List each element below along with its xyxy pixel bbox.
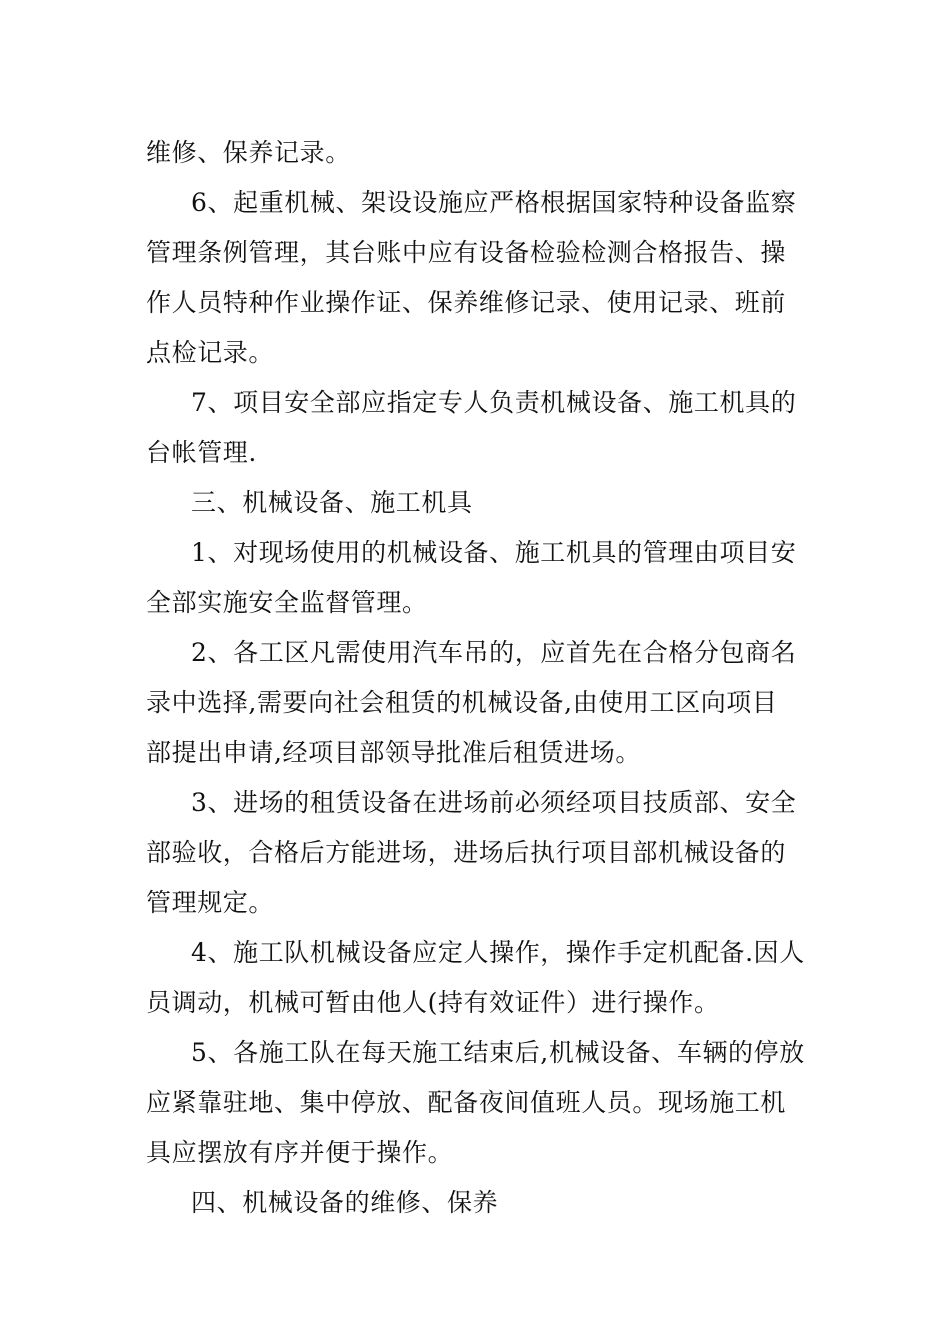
section-paragraph-start: 3、进场的租赁设备在进场前必须经项目技质部、安全 bbox=[191, 788, 797, 817]
text-line: 员调动，机械可暂由他人(持有效证件）进行操作。 bbox=[146, 988, 720, 1017]
section-paragraph-start: 7、项目安全部应指定专人负责机械设备、施工机具的 bbox=[191, 388, 797, 417]
section-paragraph-start: 5、各施工队在每天施工结束后,机械设备、车辆的停放 bbox=[191, 1038, 805, 1067]
section-heading: 三、机械设备、施工机具 bbox=[191, 488, 473, 517]
text-line: 部提出申请,经项目部领导批准后租赁进场。 bbox=[146, 738, 641, 767]
section-paragraph-start: 6、起重机械、架设设施应严格根据国家特种设备监察 bbox=[191, 188, 797, 217]
text-line: 管理规定。 bbox=[146, 888, 275, 917]
text-line: 具应摆放有序并便于操作。 bbox=[146, 1138, 454, 1167]
text-line: 台帐管理. bbox=[146, 438, 257, 467]
text-line: 点检记录。 bbox=[146, 338, 275, 367]
text-line: 应紧靠驻地、集中停放、配备夜间值班人员。现场施工机 bbox=[146, 1088, 787, 1117]
text-line: 作人员特种作业操作证、保养维修记录、使用记录、班前 bbox=[146, 288, 787, 317]
text-line: 录中选择,需要向社会租赁的机械设备,由使用工区向项目 bbox=[146, 688, 778, 717]
section-paragraph-start: 2、各工区凡需使用汽车吊的，应首先在合格分包商名 bbox=[191, 638, 797, 667]
text-line: 管理条例管理，其台账中应有设备检验检测合格报告、操 bbox=[146, 238, 787, 267]
section-heading: 四、机械设备的维修、保养 bbox=[191, 1188, 499, 1217]
text-line: 部验收，合格后方能进场，进场后执行项目部机械设备的 bbox=[146, 838, 787, 867]
text-line: 全部实施安全监督管理。 bbox=[146, 588, 428, 617]
section-paragraph-start: 4、施工队机械设备应定人操作，操作手定机配备.因人 bbox=[191, 938, 805, 967]
text-line: 维修、保养记录。 bbox=[146, 138, 351, 167]
section-paragraph-start: 1、对现场使用的机械设备、施工机具的管理由项目安 bbox=[191, 538, 797, 567]
